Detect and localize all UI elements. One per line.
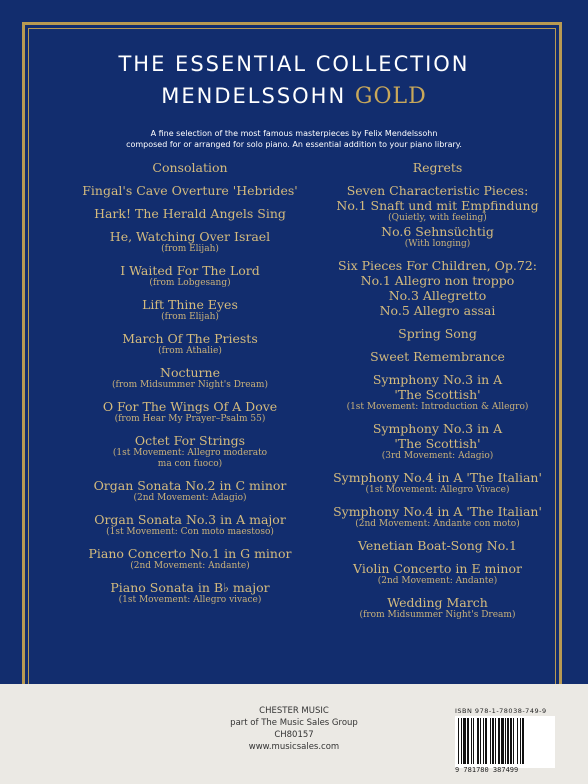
gold-label: GOLD — [354, 84, 427, 109]
item-title: Violin Concerto in E minor — [353, 561, 522, 576]
item-title: Spring Song — [398, 326, 477, 341]
barcode-bar — [520, 718, 521, 764]
barcode-bar — [473, 718, 474, 764]
contents-right-column — [300, 160, 575, 629]
contents-item — [300, 160, 575, 175]
item-title: March Of The Priests — [122, 331, 258, 346]
item-title: Hark! The Herald Angels Sing — [94, 206, 286, 221]
item-title: I Waited For The Lord — [120, 263, 260, 278]
barcode-bar — [501, 718, 504, 764]
item-subtitle: (from Midsummer Night's Dream) — [359, 610, 516, 620]
item-title: Nocturne — [160, 365, 220, 380]
contents-item — [65, 263, 315, 289]
contents-item — [65, 433, 315, 470]
barcode-bar — [480, 718, 481, 764]
item-subtitle: (2nd Movement: Adagio) — [133, 493, 247, 503]
item-subtitle: (1st Movement: Allegro moderato — [112, 448, 268, 458]
barcode-bar — [467, 718, 469, 764]
item-subtitle: (from Midsummer Night's Dream) — [112, 380, 268, 390]
item-title: Organ Sonata No.3 in A major — [94, 512, 286, 527]
blurb-line-2: composed for or arranged for solo piano. An essential addition to your piano library. — [126, 140, 462, 149]
contents-item — [300, 349, 575, 364]
contents-item — [65, 183, 315, 198]
contents-item — [300, 504, 575, 530]
barcode-bar — [463, 718, 466, 764]
item-title: Sweet Remembrance — [370, 349, 505, 364]
barcode-bar — [461, 718, 462, 764]
contents-item — [65, 160, 315, 175]
item-line: 'The Scottish' — [394, 436, 481, 451]
publisher-name: CHESTER MUSIC — [259, 706, 329, 716]
barcode-bar — [471, 718, 472, 764]
item-subtitle: (from Lobgesang) — [149, 278, 231, 288]
composer-name: MENDELSSOHN — [161, 84, 347, 108]
item-title: Symphony No.4 in A 'The Italian' — [333, 504, 542, 519]
item-subtitle: (Quietly, with feeling) — [388, 213, 487, 223]
item-title: He, Watching Over Israel — [109, 229, 271, 244]
item-subtitle: (1st Movement: Introduction & Allegro) — [346, 402, 529, 412]
barcode-bar — [485, 718, 487, 764]
contents-item — [300, 561, 575, 587]
publisher-group: part of The Music Sales Group — [230, 718, 358, 728]
contents-item — [300, 421, 575, 462]
barcode-bar — [477, 718, 479, 764]
item-line: No.5 Allegro assai — [379, 303, 496, 318]
item-title: Wedding March — [387, 595, 488, 610]
item-title: Regrets — [412, 160, 463, 175]
item-line: No.1 Snaft und mit Empfindung — [336, 198, 539, 213]
barcode-bar — [495, 718, 496, 764]
item-title: Organ Sonata No.2 in C minor — [93, 478, 287, 493]
contents-item — [65, 399, 315, 425]
item-title: Symphony No.3 in A — [372, 372, 503, 387]
barcode-bar — [510, 718, 512, 764]
barcode-number: 9 781780 387499 — [455, 766, 519, 774]
item-title: Six Pieces For Children, Op.72: — [338, 258, 537, 273]
contents-item — [300, 326, 575, 341]
contents-item — [65, 331, 315, 357]
barcode-bar — [498, 718, 500, 764]
item-subtitle: (1st Movement: Con moto maestoso) — [106, 527, 274, 537]
barcode-bar — [522, 718, 524, 764]
isbn-label: ISBN 978-1-78038-749-9 — [455, 707, 547, 715]
contents-item — [65, 546, 315, 572]
item-title: Fingal's Cave Overture 'Hebrides' — [82, 183, 298, 198]
contents-item — [300, 183, 575, 250]
item-line: No.6 Sehnsüchtig — [381, 224, 494, 239]
item-title: Lift Thine Eyes — [142, 297, 238, 312]
website: www.musicsales.com — [248, 742, 340, 752]
catalog-number: CH80157 — [274, 730, 314, 740]
contents-item — [300, 538, 575, 553]
item-title: Venetian Boat-Song No.1 — [358, 538, 517, 553]
barcode-bar — [490, 718, 491, 764]
contents-item — [300, 470, 575, 496]
item-subtitle: (2nd Movement: Andante) — [130, 561, 250, 571]
item-subtitle: (from Hear My Prayer–Psalm 55) — [114, 414, 266, 424]
item-line: 'The Scottish' — [394, 387, 481, 402]
blurb-line-1: A fine selection of the most famous masterpieces by Felix Mendelssohn — [150, 129, 438, 138]
item-title: O For The Wings Of A Dove — [102, 399, 278, 414]
contents-item — [300, 372, 575, 413]
contents-left-column — [65, 160, 315, 614]
item-subtitle: (1st Movement: Allegro vivace) — [118, 595, 262, 605]
item-subtitle: (1st Movement: Allegro Vivace) — [365, 485, 510, 495]
item-line: No.3 Allegretto — [388, 288, 487, 303]
barcode-bar — [492, 718, 494, 764]
barcode-bar — [513, 718, 514, 764]
barcode-bar — [507, 718, 509, 764]
item-title: Piano Concerto No.1 in G minor — [88, 546, 292, 561]
item-subtitle: (2nd Movement: Andante con moto) — [355, 519, 520, 529]
item-line: No.1 Allegro non troppo — [360, 273, 515, 288]
contents-item — [65, 206, 315, 221]
item-title: Symphony No.4 in A 'The Italian' — [333, 470, 542, 485]
barcode — [455, 716, 555, 768]
item-subtitle: (3rd Movement: Adagio) — [381, 451, 494, 461]
collection-title: THE ESSENTIAL COLLECTION — [118, 52, 470, 76]
item-title: Piano Sonata in B♭ major — [110, 580, 270, 595]
barcode-bar — [517, 718, 518, 764]
contents-item — [300, 258, 575, 318]
contents-item — [300, 595, 575, 621]
barcode-bar — [505, 718, 506, 764]
item-subtitle: (2nd Movement: Andante) — [377, 576, 498, 586]
item-title: Consolation — [152, 160, 228, 175]
item-title: Octet For Strings — [134, 433, 246, 448]
barcode-bars — [455, 716, 555, 768]
item-title: Seven Characteristic Pieces: — [346, 183, 529, 198]
contents-item — [65, 512, 315, 538]
item-subtitle: (from Athalie) — [158, 346, 222, 356]
contents-item — [65, 229, 315, 255]
item-title: Symphony No.3 in A — [372, 421, 503, 436]
contents-item — [65, 297, 315, 323]
composer-title — [0, 84, 588, 109]
item-subtitle: (With longing) — [404, 239, 471, 249]
item-subtitle: (from Elijah) — [161, 312, 219, 322]
item-subtitle: ma con fuoco) — [157, 459, 223, 469]
contents-item — [65, 478, 315, 504]
contents-item — [65, 580, 315, 606]
barcode-bar — [483, 718, 484, 764]
barcode-bar — [458, 718, 459, 764]
item-subtitle: (from Elijah) — [161, 244, 219, 254]
contents-item — [65, 365, 315, 391]
